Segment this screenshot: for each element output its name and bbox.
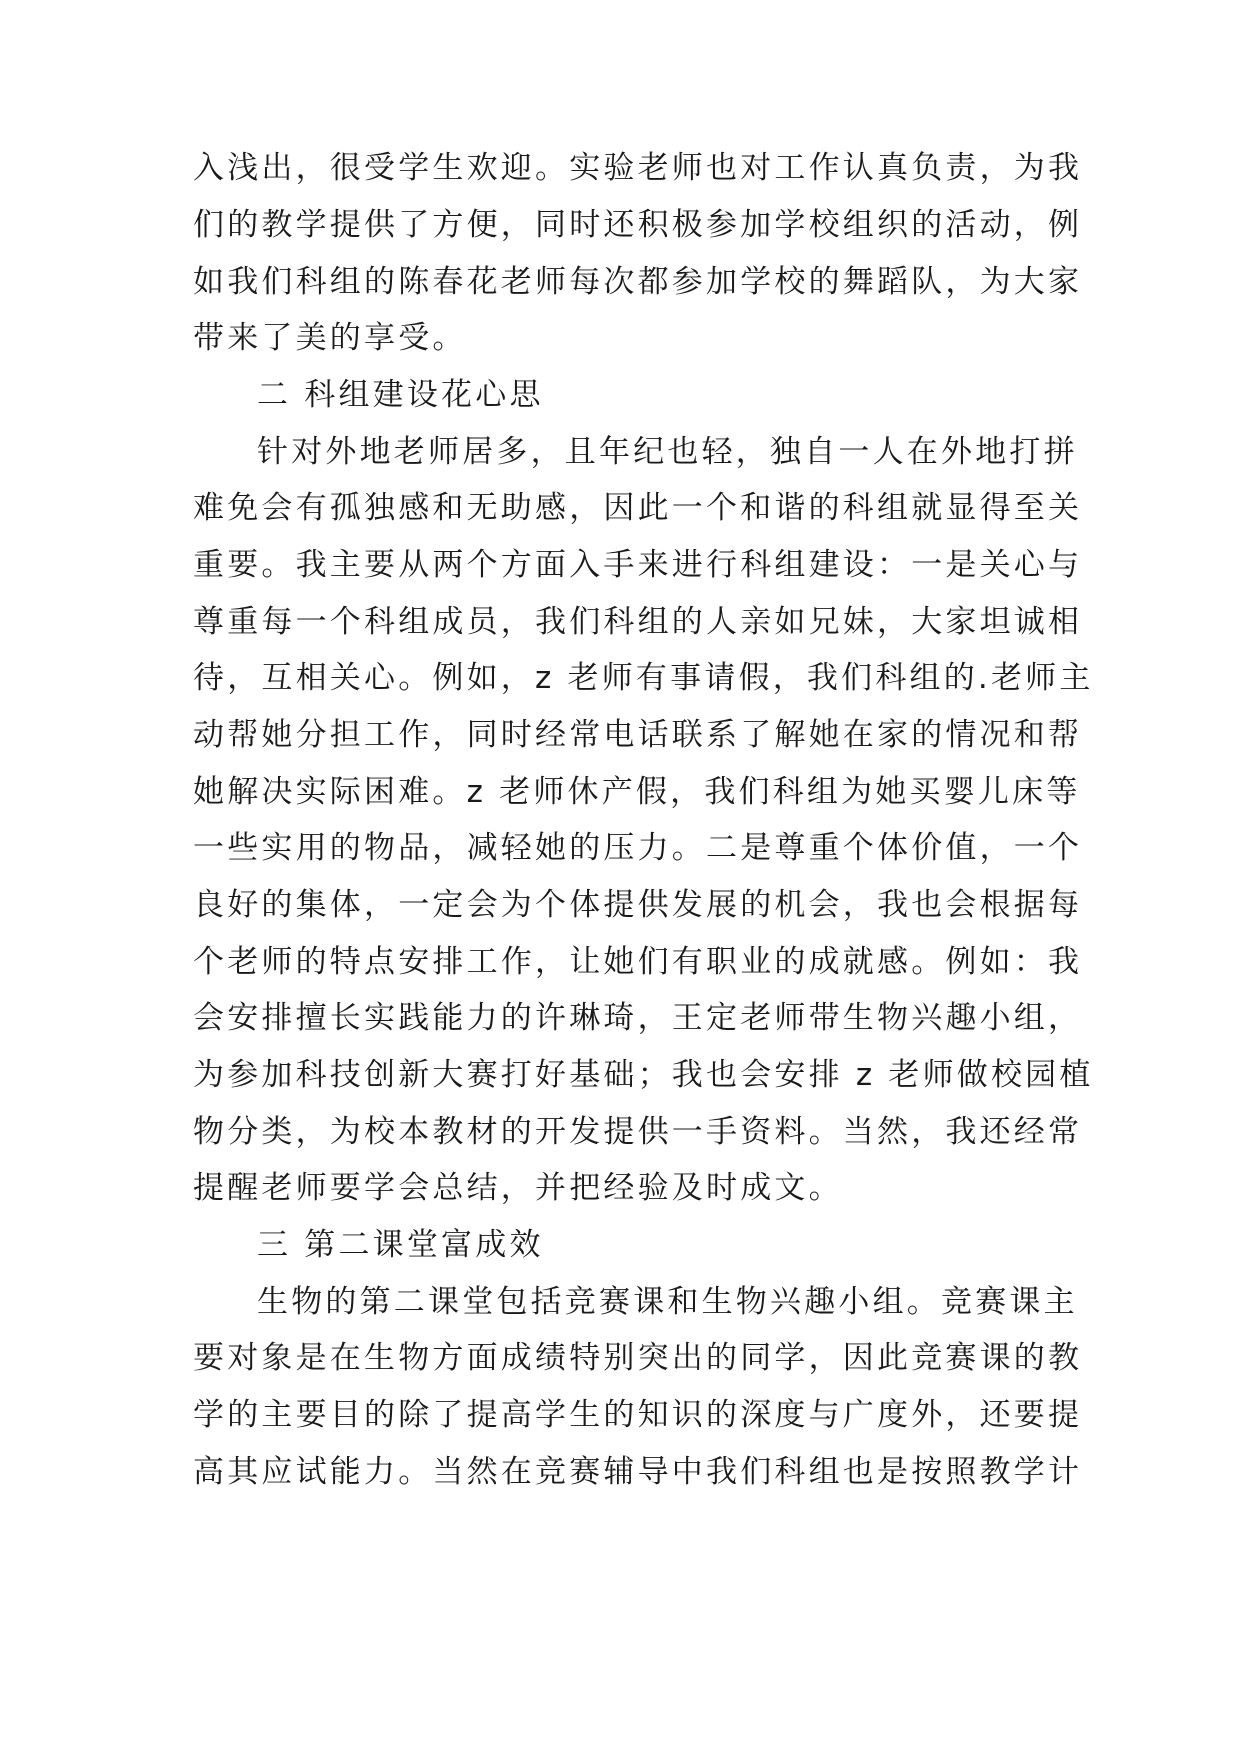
paragraph-line: 一些实用的物品，减轻她的压力。二是尊重个体价值，一个	[193, 830, 1083, 866]
paragraph-line: 尊重每一个科组成员，我们科组的人亲如兄妹，大家坦诚相	[193, 604, 1083, 640]
paragraph-line: 生物的第二课堂包括竞赛课和生物兴趣小组。竞赛课主	[257, 1284, 1078, 1320]
paragraph-line: 要对象是在生物方面成绩特别突出的同学，因此竞赛课的教	[193, 1340, 1083, 1376]
paragraph-line: 物分类，为校本教材的开发提供一手资料。当然，我还经常	[193, 1114, 1083, 1150]
paragraph-line: 学的主要目的除了提高学生的知识的深度与广度外，还要提	[193, 1397, 1083, 1433]
paragraph-line: 针对外地老师居多，且年纪也轻，独自一人在外地打拼	[257, 434, 1078, 470]
paragraph-line: 难免会有孤独感和无助感，因此一个和谐的科组就显得至关	[193, 490, 1083, 526]
paragraph-line: 待，互相关心。例如，z 老师有事请假，我们科组的.老师主	[193, 660, 1094, 696]
paragraph-line: 动帮她分担工作，同时经常电话联系了解她在家的情况和帮	[193, 717, 1083, 753]
paragraph-line: 她解决实际困难。z 老师休产假，我们科组为她买婴儿床等	[193, 774, 1081, 810]
section-heading: 三 第二课堂富成效	[257, 1227, 544, 1263]
paragraph-line: 带来了美的享受。	[193, 320, 467, 356]
paragraph-line: 重要。我主要从两个方面入手来进行科组建设：一是关心与	[193, 547, 1083, 583]
paragraph-line: 会安排擅长实践能力的许琳琦，王定老师带生物兴趣小组，	[193, 1000, 1083, 1036]
paragraph-line: 良好的集体，一定会为个体提供发展的机会，我也会根据每	[193, 887, 1083, 923]
paragraph-line: 如我们科组的陈春花老师每次都参加学校的舞蹈队，为大家	[193, 264, 1083, 300]
section-heading: 二 科组建设花心思	[257, 377, 544, 413]
paragraph-line: 们的教学提供了方便，同时还积极参加学校组织的活动，例	[193, 207, 1083, 243]
paragraph-line: 高其应试能力。当然在竞赛辅导中我们科组也是按照教学计	[193, 1454, 1083, 1490]
paragraph-line: 提醒老师要学会总结，并把经验及时成文。	[193, 1170, 843, 1206]
paragraph-line: 个老师的特点安排工作，让她们有职业的成就感。例如：我	[193, 944, 1083, 980]
paragraph-line: 入浅出，很受学生欢迎。实验老师也对工作认真负责，为我	[193, 150, 1083, 186]
paragraph-line: 为参加科技创新大赛打好基础；我也会安排 z 老师做校园植	[193, 1057, 1094, 1093]
